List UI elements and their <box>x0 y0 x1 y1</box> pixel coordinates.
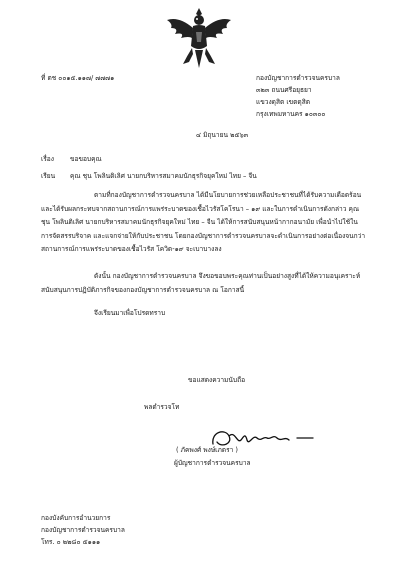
footer-office: กองบังคับการอำนวยการ <box>41 514 111 522</box>
subject-label: เรื่อง <box>41 155 54 163</box>
footer-phone: โทร. ๐ ๒๒๘๐ ๕๑๑๑ <box>41 538 101 546</box>
body-paragraph-1: ตามที่กองบัญชาการตำรวจนครบาล ได้มีนโยบายการช่วยเหลือประชาชนที่ได้รับความเดือดร้อน และได้รับผลกระทบจากสถานการณ์การแพร่ระบาดของเชื้อไวรัสโคโรนา – ๑๙ และในการดำเนินการดังกล่าว คุณ ชุน โพลินติเลิศ นายกบริหารสมาคมนักธุรกิจยุคใหม่ ไทย – จีน ได้ให้การสนับสนุนหน้ากากอนามัย เพื่อนำไปใช้ในการจัดสรรบริจาค และแจกจ่ายให้กับประชาชน โดยกองบัญชาการตำรวจนครบาลจะดำเนินการอย่างต่อเนื่องจนกว่าสถานการณ์การแพร่ระบาดของเชื้อไวรัส โควิด-๑๙ จะเบาบางลง <box>41 191 366 253</box>
signer-rank: พลตำรวจโท <box>144 403 180 411</box>
salutation-label: เรียน <box>41 172 56 180</box>
subject-text: ขอขอบคุณ <box>70 155 102 163</box>
body-paragraph-3: จึงเรียนมาเพื่อโปรดทราบ <box>94 309 166 317</box>
garuda-emblem-icon <box>163 6 235 70</box>
closing-respect: ขอแสดงความนับถือ <box>188 376 246 384</box>
address-line-1: ๓๒๓ ถนนศรีอยุธยา <box>256 86 312 94</box>
reference-number: ที่ ตช ๐๐๑๕.๑๑๗/ ๗๗๗๑ <box>41 74 115 82</box>
footer-agency: กองบัญชาการตำรวจนครบาล <box>41 526 125 534</box>
signer-position: ผู้บัญชาการตำรวจนครบาล <box>174 459 251 467</box>
signer-name: ( ภัคพงศ์ พงษ์เภตรา ) <box>176 446 238 454</box>
letter-date: ๔ มิถุนายน ๒๕๖๓ <box>196 131 249 139</box>
agency-name: กองบัญชาการตำรวจนครบาล <box>256 74 340 82</box>
salutation-text: คุณ ชุน โพลินติเลิศ นายกบริหารสมาคมนักธุรกิจยุคใหม่ ไทย – จีน <box>70 172 257 180</box>
body-paragraph-2: ดังนั้น กองบัญชาการตำรวจนครบาล จึงขอขอบพระคุณท่านเป็นอย่างสูงที่ได้ให้ความอนุเคราะห์สนับสนุนการปฏิบัติภารกิจของกองบัญชาการตำรวจนครบาล ณ โอกาสนี้ <box>41 272 361 294</box>
address-line-3: กรุงเทพมหานคร ๑๐๓๐๐ <box>256 110 326 118</box>
address-line-2: แขวงดุสิต เขตดุสิต <box>256 98 310 106</box>
